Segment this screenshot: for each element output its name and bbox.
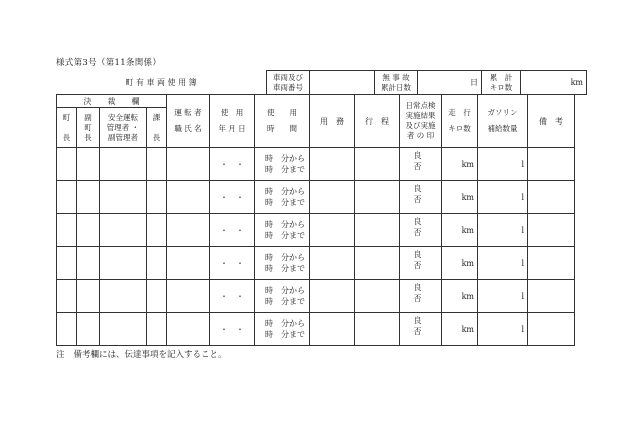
section-chief-stamp-cell[interactable] [147, 280, 167, 313]
deputy-mayor-stamp-cell[interactable] [77, 214, 100, 247]
inspection-result-cell[interactable]: 良 否 [400, 313, 442, 346]
deputy-mayor-header: 副 町 長 [77, 108, 100, 148]
vehicle-label: 車両及び 車両番号 [267, 71, 310, 95]
remarks-column-header: 備 考 [528, 95, 575, 148]
driver-name-cell[interactable] [167, 214, 210, 247]
section-chief-stamp-cell[interactable] [147, 313, 167, 346]
driver-name-cell[interactable] [167, 181, 210, 214]
time-cell[interactable]: 時 分から 時 分まで [255, 313, 310, 346]
deputy-mayor-stamp-cell[interactable] [77, 148, 100, 181]
vehicle-number-field[interactable] [310, 71, 375, 95]
remarks-cell[interactable] [528, 247, 575, 280]
table-row [57, 181, 575, 214]
time-cell[interactable]: 時 分から 時 分まで [255, 214, 310, 247]
route-cell[interactable] [355, 181, 400, 214]
inspection-result-cell[interactable]: 良 否 [400, 214, 442, 247]
date-cell[interactable]: ・ ・ [210, 313, 255, 346]
mayor-stamp-cell[interactable] [57, 247, 77, 280]
date-cell[interactable]: ・ ・ [210, 214, 255, 247]
route-cell[interactable] [355, 214, 400, 247]
purpose-cell[interactable] [310, 280, 355, 313]
route-cell[interactable] [355, 313, 400, 346]
section-chief-header: 課 長 [147, 108, 167, 148]
deputy-mayor-stamp-cell[interactable] [77, 280, 100, 313]
section-chief-stamp-cell[interactable] [147, 148, 167, 181]
time-cell[interactable]: 時 分から 時 分まで [255, 148, 310, 181]
driver-column-header: 運 転 者 職 氏 名 [167, 95, 210, 148]
cumulative-distance-label: 累 計 キロ数 [482, 71, 521, 95]
mayor-stamp-cell[interactable] [57, 148, 77, 181]
fuel-cell[interactable]: l [478, 181, 528, 214]
header-table [56, 70, 587, 95]
inspection-result-cell[interactable]: 良 否 [400, 247, 442, 280]
cumulative-distance-field[interactable]: km [521, 71, 587, 95]
purpose-cell[interactable] [310, 181, 355, 214]
purpose-cell[interactable] [310, 148, 355, 181]
route-cell[interactable] [355, 247, 400, 280]
mayor-stamp-cell[interactable] [57, 280, 77, 313]
safety-manager-header: 安全運転 管理者 ・ 副管理者 [100, 108, 147, 148]
time-column-header: 使 用 時 間 [255, 95, 310, 148]
route-cell[interactable] [355, 280, 400, 313]
section-chief-stamp-cell[interactable] [147, 214, 167, 247]
fuel-cell[interactable]: l [478, 247, 528, 280]
distance-cell[interactable]: km [442, 148, 478, 181]
distance-cell[interactable]: km [442, 181, 478, 214]
safety-manager-stamp-cell[interactable] [100, 247, 147, 280]
fuel-column-header: ガソリン 補給数量 [478, 95, 528, 148]
fuel-cell[interactable]: l [478, 313, 528, 346]
accident-free-label: 無 事 故 累計日数 [375, 71, 418, 95]
remarks-cell[interactable] [528, 214, 575, 247]
table-row [57, 280, 575, 313]
table-row [57, 247, 575, 280]
usage-log-table [56, 94, 575, 346]
section-chief-stamp-cell[interactable] [147, 247, 167, 280]
time-cell[interactable]: 時 分から 時 分まで [255, 280, 310, 313]
remarks-cell[interactable] [528, 280, 575, 313]
distance-column-header: 走 行 キロ数 [442, 95, 478, 148]
safety-manager-stamp-cell[interactable] [100, 181, 147, 214]
fuel-cell[interactable]: l [478, 280, 528, 313]
date-cell[interactable]: ・ ・ [210, 247, 255, 280]
purpose-cell[interactable] [310, 313, 355, 346]
distance-cell[interactable]: km [442, 313, 478, 346]
driver-name-cell[interactable] [167, 148, 210, 181]
inspection-result-cell[interactable]: 良 否 [400, 148, 442, 181]
safety-manager-stamp-cell[interactable] [100, 280, 147, 313]
mayor-stamp-cell[interactable] [57, 181, 77, 214]
driver-name-cell[interactable] [167, 313, 210, 346]
deputy-mayor-stamp-cell[interactable] [77, 247, 100, 280]
inspection-result-cell[interactable]: 良 否 [400, 280, 442, 313]
form-title: 町 有 車 両 使 用 簿 [56, 71, 267, 95]
table-row [57, 214, 575, 247]
remarks-cell[interactable] [528, 313, 575, 346]
purpose-cell[interactable] [310, 247, 355, 280]
time-cell[interactable]: 時 分から 時 分まで [255, 181, 310, 214]
mayor-stamp-cell[interactable] [57, 214, 77, 247]
date-cell[interactable]: ・ ・ [210, 148, 255, 181]
purpose-column-header: 用 務 [310, 95, 355, 148]
fuel-cell[interactable]: l [478, 214, 528, 247]
remarks-cell[interactable] [528, 148, 575, 181]
fuel-cell[interactable]: l [478, 148, 528, 181]
deputy-mayor-stamp-cell[interactable] [77, 313, 100, 346]
route-column-header: 行 程 [355, 95, 400, 148]
accident-free-days-field[interactable]: 日 [418, 71, 482, 95]
safety-manager-stamp-cell[interactable] [100, 148, 147, 181]
safety-manager-stamp-cell[interactable] [100, 214, 147, 247]
remarks-cell[interactable] [528, 181, 575, 214]
route-cell[interactable] [355, 148, 400, 181]
table-row [57, 148, 575, 181]
time-cell[interactable]: 時 分から 時 分まで [255, 247, 310, 280]
inspection-column-header: 日常点検 実施結果 及び実施 者 の 印 [400, 95, 442, 148]
approval-group-header: 決 裁 欄 [57, 95, 167, 108]
safety-manager-stamp-cell[interactable] [100, 313, 147, 346]
purpose-cell[interactable] [310, 214, 355, 247]
date-cell[interactable]: ・ ・ [210, 280, 255, 313]
distance-cell[interactable]: km [442, 247, 478, 280]
footnote: 注 備考欄には、伝達事項を記入すること。 [56, 350, 227, 360]
date-cell[interactable]: ・ ・ [210, 181, 255, 214]
distance-cell[interactable]: km [442, 214, 478, 247]
form-number: 様式第3号（第11条関係） [56, 58, 162, 68]
distance-cell[interactable]: km [442, 280, 478, 313]
section-chief-stamp-cell[interactable] [147, 181, 167, 214]
date-column-header: 使 用 年 月 日 [210, 95, 255, 148]
inspection-result-cell[interactable]: 良 否 [400, 181, 442, 214]
table-row [57, 313, 575, 346]
driver-name-cell[interactable] [167, 247, 210, 280]
mayor-header: 町 長 [57, 108, 77, 148]
deputy-mayor-stamp-cell[interactable] [77, 181, 100, 214]
driver-name-cell[interactable] [167, 280, 210, 313]
mayor-stamp-cell[interactable] [57, 313, 77, 346]
